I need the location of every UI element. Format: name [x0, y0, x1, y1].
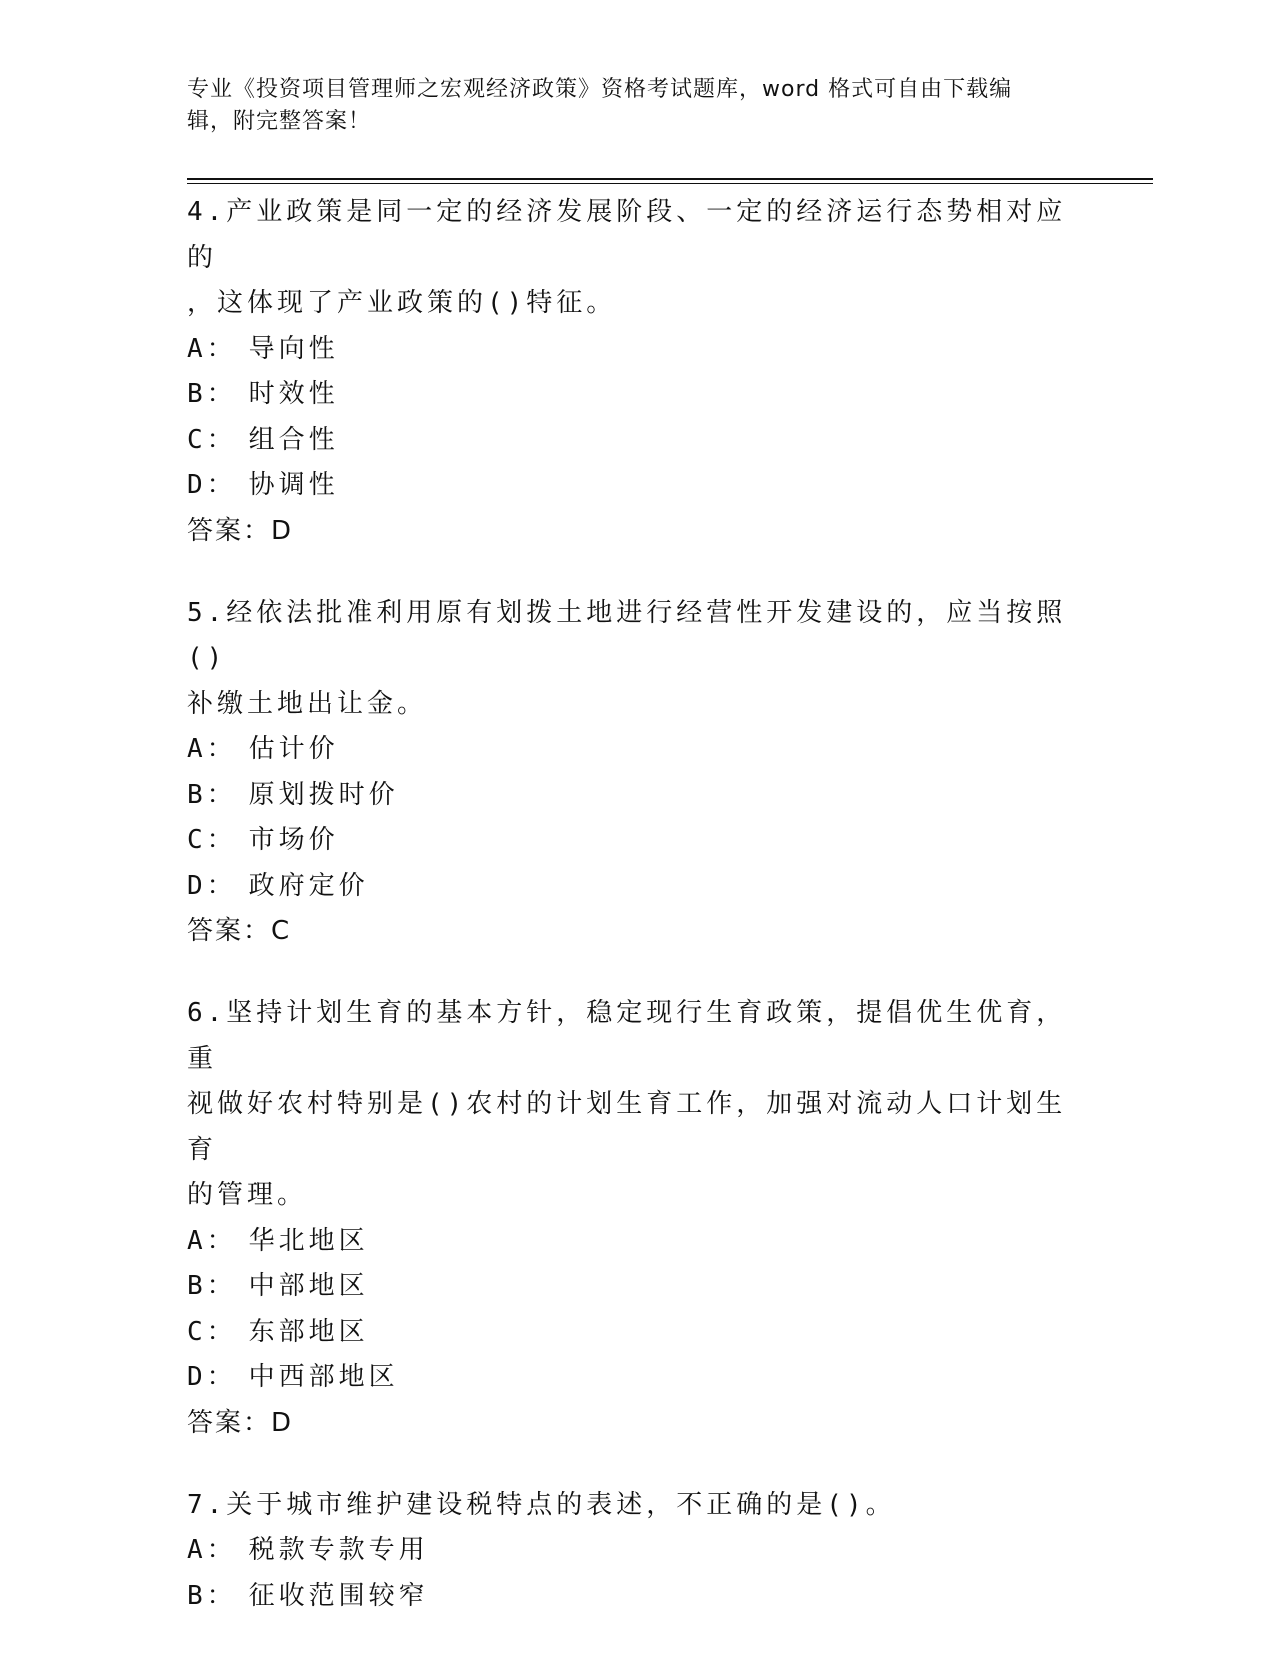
- option-label: B：: [187, 1580, 237, 1611]
- option-d: [187, 864, 1067, 910]
- question-5: [187, 591, 1067, 955]
- option-a: [187, 1528, 1067, 1574]
- option-label: A：: [187, 734, 237, 764]
- header-rule-thin: [187, 183, 1153, 184]
- question-4: [187, 190, 1067, 554]
- option-b: [187, 372, 1067, 418]
- option-label: D：: [187, 470, 237, 500]
- question-7: [187, 1483, 1067, 1620]
- option-label: A：: [187, 333, 237, 364]
- option-text: 导向性: [248, 333, 339, 364]
- answer-line: 答案：D: [187, 1407, 294, 1438]
- option-c: [187, 418, 1067, 464]
- header-line-1: 专业《投资项目管理师之宏观经济政策》资格考试题库，word 格式可自由下载编: [187, 77, 1013, 102]
- option-d: [187, 1355, 1067, 1401]
- option-text: 征收范围较窄: [248, 1580, 429, 1611]
- option-text: 原划拨时价: [248, 779, 399, 810]
- question-stem-line: 5.经依法批准利用原有划拨土地进行经营性开发建设的，应当按照(): [187, 597, 1067, 673]
- option-a: [187, 1219, 1067, 1265]
- question-list: [187, 190, 1067, 1656]
- option-label: C：: [187, 1316, 237, 1347]
- option-text: 协调性: [248, 470, 339, 500]
- question-stem-line: 7.关于城市维护建设税特点的表述，不正确的是()。: [187, 1489, 896, 1520]
- header-rule-thick: [187, 178, 1153, 180]
- header-line-2: 辑，附完整答案！: [187, 109, 372, 134]
- question-stem-line: 6.坚持计划生育的基本方针，稳定现行生育政策，提倡优生优育，重: [187, 998, 1067, 1074]
- option-d: [187, 463, 1067, 509]
- document-header: [187, 74, 1087, 138]
- option-label: D：: [187, 1362, 237, 1392]
- question-6: [187, 991, 1067, 1446]
- option-c: [187, 1310, 1067, 1356]
- question-stem-line: 补缴土地出让金。: [187, 688, 428, 719]
- option-label: C：: [187, 825, 237, 855]
- option-text: 税款专款专用: [248, 1535, 429, 1565]
- option-label: B：: [187, 1271, 237, 1301]
- option-a: [187, 327, 1067, 373]
- option-text: 中部地区: [248, 1271, 369, 1301]
- question-stem-line: 视做好农村特别是()农村的计划生育工作，加强对流动人口计划生育: [187, 1089, 1067, 1165]
- option-text: 政府定价: [248, 870, 369, 901]
- answer-line: 答案：D: [187, 515, 294, 546]
- option-label: B：: [187, 779, 237, 810]
- option-text: 时效性: [248, 379, 339, 409]
- question-stem-line: 4.产业政策是同一定的经济发展阶段、一定的经济运行态势相对应的: [187, 197, 1067, 273]
- option-text: 市场价: [248, 825, 339, 855]
- option-text: 估计价: [248, 734, 339, 764]
- option-label: B：: [187, 379, 237, 409]
- option-label: A：: [187, 1225, 237, 1256]
- option-text: 中西部地区: [248, 1362, 399, 1392]
- option-text: 东部地区: [248, 1316, 369, 1347]
- option-b: [187, 1264, 1067, 1310]
- option-b: [187, 773, 1067, 819]
- option-text: 华北地区: [248, 1225, 369, 1256]
- answer-line: 答案：C: [187, 916, 292, 946]
- question-stem-line: 的管理。: [187, 1180, 308, 1210]
- option-c: [187, 818, 1067, 864]
- option-label: D：: [187, 870, 237, 901]
- question-stem-line: ，这体现了产业政策的()特征。: [187, 288, 617, 318]
- option-label: A：: [187, 1535, 237, 1565]
- option-b: [187, 1574, 1067, 1620]
- option-label: C：: [187, 424, 237, 455]
- option-text: 组合性: [248, 424, 339, 455]
- option-a: [187, 727, 1067, 773]
